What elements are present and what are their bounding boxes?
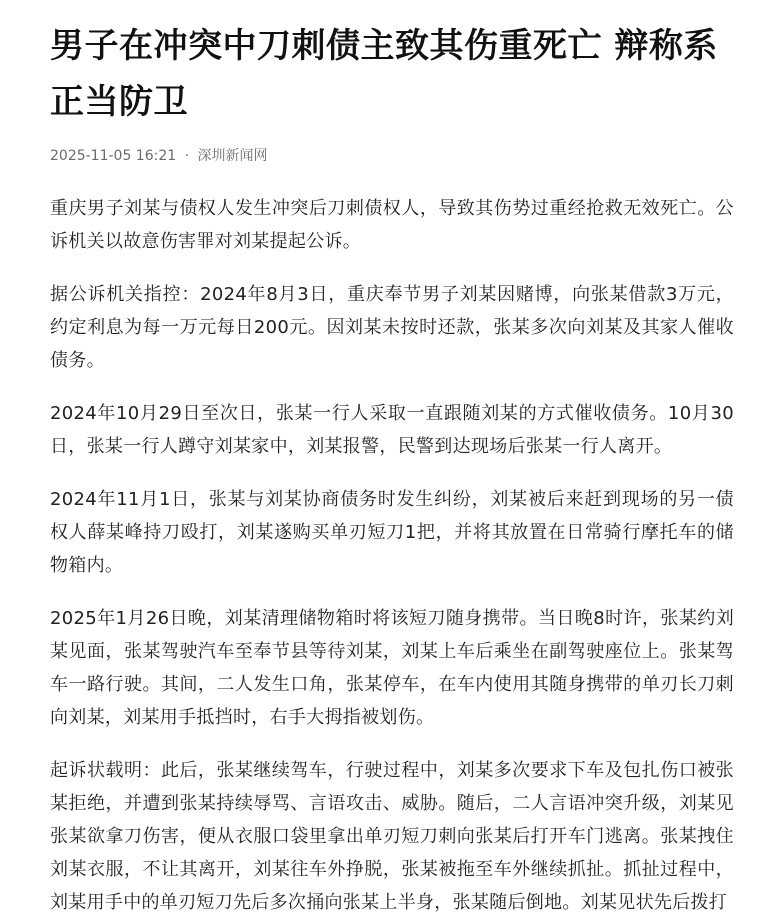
paragraph: 2025年1月26日晚，刘某清理储物箱时将该短刀随身携带。当日晚8时许，张某约刘某见面，张某驾驶汽车至奉节县等待刘某，刘某上车后乘坐在副驾驶座位上。张某驾车一路行驶。其间，二人发生口角，张某停车，在车内使用其随身携带的单刃长刀刺向刘某，刘某用手抵挡时，右手大拇指被划伤。 [50,608,734,728]
paragraph: 起诉状载明：此后，张某继续驾车，行驶过程中，刘某多次要求下车及包扎伤口被张某拒绝，并遭到张某持续辱骂、言语攻击、威胁。随后，二人言语冲突升级，刘某见张某欲拿刀伤害，便从衣服口袋里拿出单刃短刀刺向张某后打开车门逃离。张某拽住刘某衣服，不让其离开，刘某往车外挣脱，张某被拖至车外继续抓扯。抓扯过程中，刘某用手中的单刃短刀先后多次捅向张某上半身，张某随后倒地。刘某见状先后拨打 [50,760,734,913]
paragraph: 重庆男子刘某与债权人发生冲突后刀刺债权人，导致其伤势过重经抢救无效死亡。公诉机关以故意伤害罪对刘某提起公诉。 [50,198,734,252]
paragraph: 2024年11月1日，张某与刘某协商债务时发生纠纷，刘某被后来赶到现场的另一债权人薛某峰持刀殴打，刘某遂购买单刃短刀1把，并将其放置在日常骑行摩托车的储物箱内。 [50,489,734,576]
article-title: 男子在冲突中刀刺债主致其伤重死亡 辩称系正当防卫 [50,26,718,122]
publish-datetime: 2025-11-05 16:21 [50,148,177,164]
article-meta [50,146,734,166]
paragraph: 2024年10月29日至次日，张某一行人采取一直跟随刘某的方式催收债务。10月30日，张某一行人蹲守刘某家中，刘某报警，民警到达现场后张某一行人离开。 [50,403,734,457]
paragraph: 据公诉机关指控：2024年8月3日，重庆奉节男子刘某因赌博，向张某借款3万元，约定利息为每一万元每日200元。因刘某未按时还款，张某多次向刘某及其家人催收债务。 [50,284,734,371]
source-name[interactable]: 深圳新闻网 [197,148,268,164]
meta-separator: · [184,148,190,164]
article-body [50,192,734,919]
